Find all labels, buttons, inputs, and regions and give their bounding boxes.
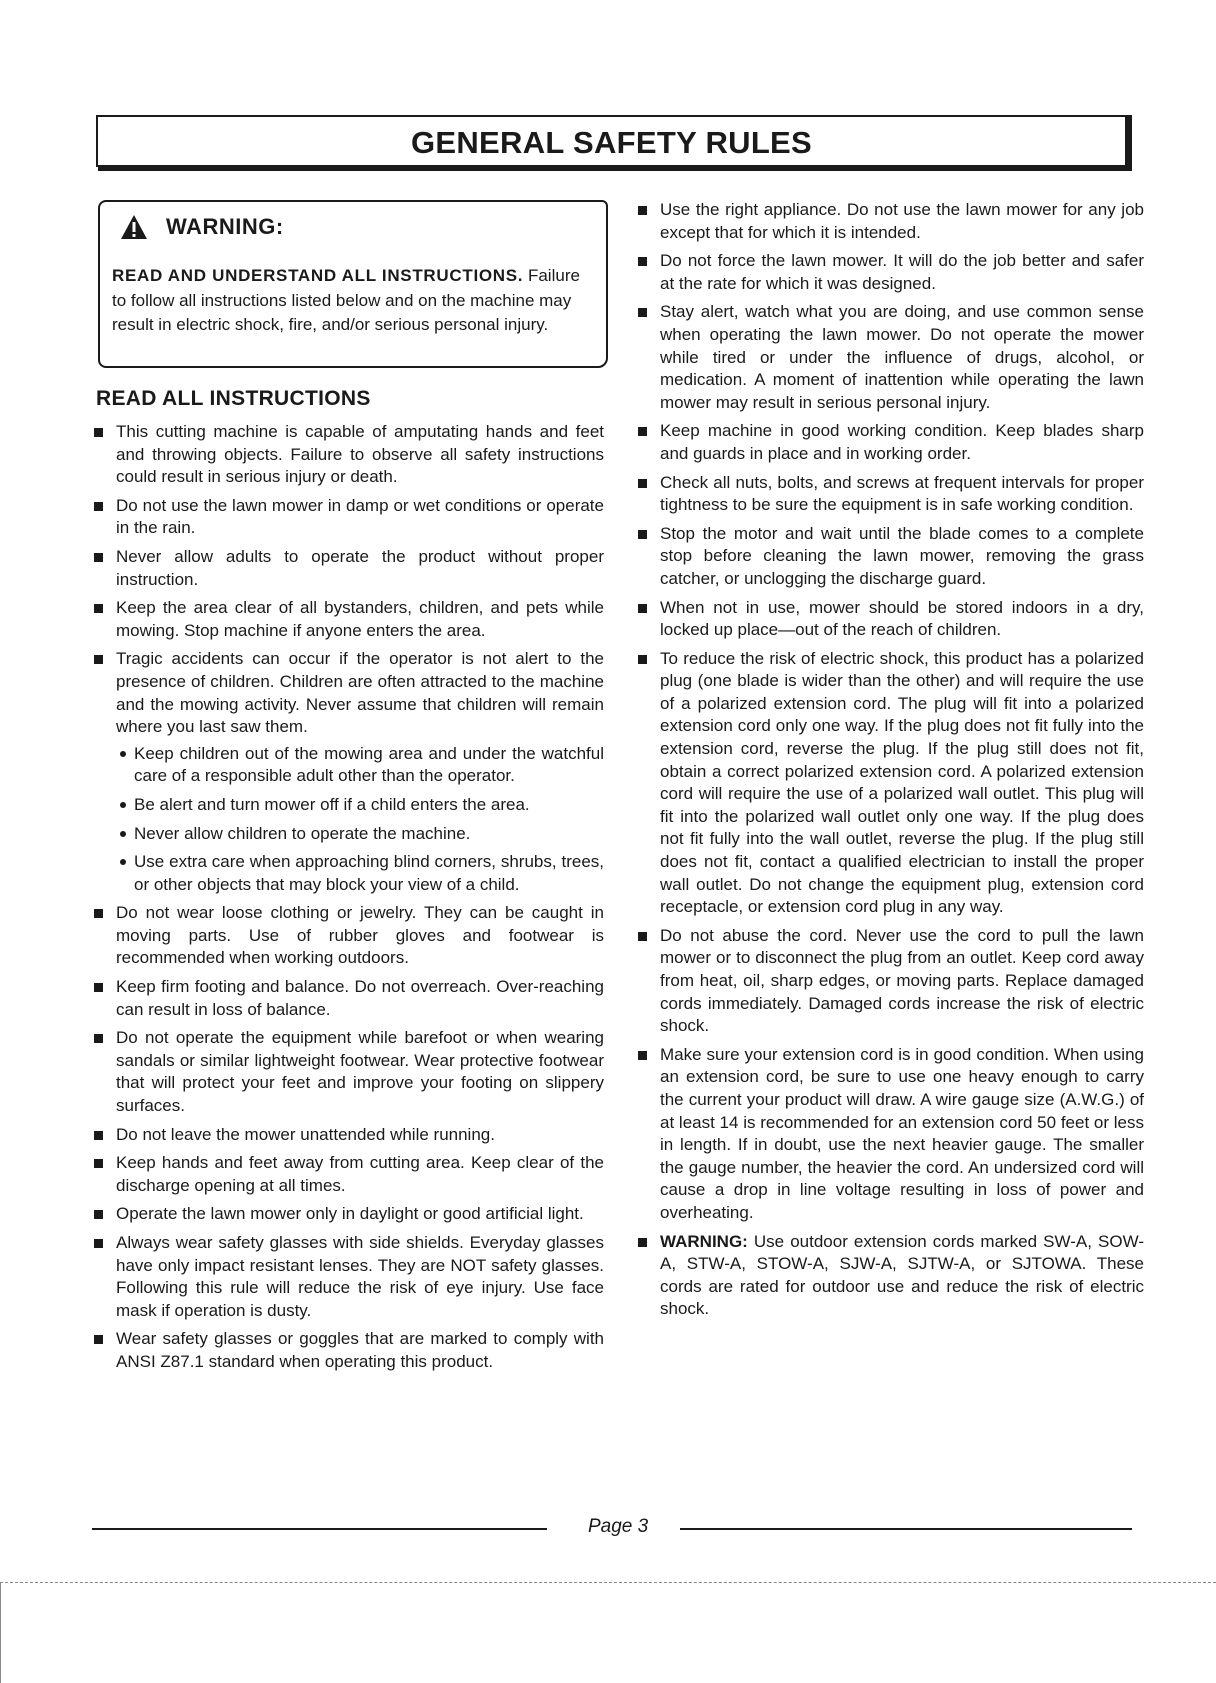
title-box (96, 115, 1132, 167)
bullet-icon (638, 257, 647, 266)
rule-text: Keep machine in good working condition. Keep blades sharp and guards in place and in working order. (660, 421, 1144, 463)
list-item (636, 925, 1144, 1038)
list-item (92, 976, 604, 1021)
scan-edge-vertical (0, 1582, 1, 1683)
bullet-icon (94, 1034, 103, 1043)
bullet-icon (94, 1210, 103, 1219)
rule-text: Do not operate the equipment while barefoot or when wearing sandals or similar lightweight footwear. Wear protective footwear that will protect your feet and improve your footing on slippery surfaces. (116, 1028, 604, 1116)
subrule-text: Be alert and turn mower off if a child enters the area. (134, 794, 530, 814)
sub-list-item (116, 794, 604, 817)
sub-list-item (116, 851, 604, 896)
footer-rule-left (92, 1528, 547, 1530)
warning-label: WARNING: (166, 214, 284, 239)
list-item (636, 472, 1144, 517)
list-item (636, 648, 1144, 919)
bullet-icon (94, 553, 103, 562)
list-item (92, 1152, 604, 1197)
sub-list-item (116, 823, 604, 846)
list-item (636, 301, 1144, 414)
list-item (92, 1232, 604, 1322)
list-item (92, 1203, 604, 1226)
bullet-icon (94, 604, 103, 613)
list-item (92, 1124, 604, 1147)
dot-icon (120, 831, 126, 837)
list-item (92, 902, 604, 970)
rule-text: Operate the lawn mower only in daylight or good artificial light. (116, 1204, 584, 1224)
list-item (92, 546, 604, 591)
rule-text: Tragic accidents can occur if the operator is not alert to the presence of children. Children are often attracted to the machine and the mowing activity. Never assume that children will remain where you last saw them. (116, 649, 604, 737)
list-item-final-warning (636, 1231, 1144, 1321)
bullet-icon (638, 530, 647, 539)
rule-text: Do not abuse the cord. Never use the cord to pull the lawn mower or to disconnect the plug from an outlet. Keep cord away from heat, oil, sharp edges, or moving parts. Replace damaged cords immediately. Damaged cords increase the risk of electric shock. (660, 925, 1144, 1036)
bullet-icon (638, 479, 647, 488)
page-title: GENERAL SAFETY RULES (410, 125, 813, 160)
dot-icon (120, 751, 126, 757)
warning-body (112, 264, 596, 338)
rule-text: Never allow adults to operate the product without proper instruction. (116, 546, 604, 589)
dot-icon (120, 859, 126, 865)
bullet-icon (638, 206, 647, 215)
warning-triangle-icon (120, 214, 148, 240)
warning-header (120, 214, 284, 240)
warning-box (98, 200, 608, 368)
bullet-icon (638, 427, 647, 436)
bullet-icon (638, 604, 647, 613)
rule-text: To reduce the risk of electric shock, this product has a polarized plug (one blade is wider than the other) and will require the use of a polarized extension cord. The plug will fit into a polarized extension cord only one way. If the plug does not fit fully into the extension cord, reverse the plug. If the plug still does not fit, obtain a correct polarized extension cord. A polarized extension cord will require the use of a polarized wall outlet. This plug will fit into the polarized wall outlet only one way. If the plug does not fit fully into the wall outlet, reverse the plug. If the plug still does not fit, contact a qualified electrician to install the proper wall outlet. Do not change the equipment plug, extension cord receptacle, or extension cord plug in any way. (660, 648, 1144, 917)
bullet-icon (638, 655, 647, 664)
bullet-icon (94, 1159, 103, 1168)
rule-text: Keep firm footing and balance. Do not overreach. Over-reaching can result in loss of balance. (116, 977, 604, 1019)
child-subrules-list (116, 743, 604, 897)
page-number: Page 3 (588, 1516, 649, 1537)
dot-icon (120, 802, 126, 808)
rule-text: Do not use the lawn mower in damp or wet conditions or operate in the rain. (116, 495, 604, 538)
rule-text: Stay alert, watch what you are doing, and use common sense when operating the lawn mower. Do not operate the mower while tired or under the influence of drugs, alcohol, or medication. A moment of inattention while operating the lawn mower may result in serious personal injury. (660, 302, 1144, 412)
list-item (92, 648, 604, 896)
list-item (92, 597, 604, 642)
scan-edge-line (0, 1582, 1216, 1583)
rule-text: Use the right appliance. Do not use the lawn mower for any job except that for which it is intended. (660, 200, 1144, 242)
bullet-icon (94, 1239, 103, 1248)
list-item (636, 597, 1144, 642)
rule-text: Stop the motor and wait until the blade comes to a complete stop before cleaning the lawn mower, removing the grass catcher, or unclogging the discharge guard. (660, 523, 1144, 588)
right-rules-list (636, 199, 1144, 1321)
left-column (92, 421, 604, 1380)
subrule-text: Keep children out of the mowing area and under the watchful care of a responsible adult other than the operator. (134, 743, 604, 786)
list-item (636, 199, 1144, 244)
bullet-icon (638, 1051, 647, 1060)
list-item (92, 421, 604, 489)
bullet-icon (94, 1131, 103, 1140)
title-underline (98, 165, 1132, 171)
list-item (92, 495, 604, 540)
rule-text: Keep hands and feet away from cutting area. Keep clear of the discharge opening at all times. (116, 1153, 604, 1195)
right-column (636, 199, 1144, 1327)
list-item (92, 1328, 604, 1373)
list-item (636, 523, 1144, 591)
rule-text: Do not force the lawn mower. It will do the job better and safer at the rate for which it was designed. (660, 251, 1144, 293)
warning-strong: READ AND UNDERSTAND ALL INSTRUCTIONS. (112, 266, 524, 285)
list-item (636, 1044, 1144, 1225)
rule-text: Wear safety glasses or goggles that are marked to comply with ANSI Z87.1 standard when operating this product. (116, 1329, 604, 1371)
bullet-icon (94, 1335, 103, 1344)
rule-text: Make sure your extension cord is in good condition. When using an extension cord, be sure to use one heavy enough to carry the current your product will draw. A wire gauge size (A.W.G.) of at least 14 is recommended for an extension cord 50 feet or less in length. If in doubt, use the next heavier gauge. The smaller the gauge number, the heavier the cord. An undersized cord will cause a drop in line voltage resulting in loss of power and overheating. (660, 1044, 1144, 1222)
final-warning-label: WARNING: (660, 1231, 748, 1251)
bullet-icon (94, 983, 103, 992)
final-warning-text: Use outdoor extension cords marked SW-A, SOW-A, STW-A, STOW-A, SJW-A, SJTW-A, or SJTOWA. These cords are rated for outdoor use and reduce the risk of electric shock. (660, 1231, 1144, 1319)
bullet-icon (94, 909, 103, 918)
list-item (92, 1027, 604, 1117)
rule-text: When not in use, mower should be stored indoors in a dry, locked up place—out of the reach of children. (660, 597, 1144, 640)
rule-text: Do not wear loose clothing or jewelry. They can be caught in moving parts. Use of rubber gloves and footwear is recommended when working outdoors. (116, 903, 604, 968)
bullet-icon (638, 1238, 647, 1247)
subrule-text: Never allow children to operate the machine. (134, 823, 471, 843)
rule-text: Always wear safety glasses with side shields. Everyday glasses have only impact resistant lenses. They are NOT safety glasses. Following this rule will reduce the risk of eye injury. Use face mask if operation is dusty. (116, 1233, 604, 1320)
bullet-icon (638, 932, 647, 941)
left-rules-list (92, 421, 604, 1374)
list-item (636, 420, 1144, 465)
rule-text: This cutting machine is capable of amputating hands and feet and throwing objects. Failure to observe all safety instructions could result in serious injury or death. (116, 422, 604, 487)
list-item (636, 250, 1144, 295)
footer-rule-right (680, 1528, 1132, 1530)
bullet-icon (94, 655, 103, 664)
sub-list-item (116, 743, 604, 788)
rule-text: Check all nuts, bolts, and screws at frequent intervals for proper tightness to be sure the equipment is in safe working condition. (660, 472, 1144, 515)
bullet-icon (94, 502, 103, 511)
section-heading: READ ALL INSTRUCTIONS (96, 387, 371, 410)
warning-text: Failure to follow all instructions listed below and on the machine may result in electric shock, fire, and/or serious personal injury. (112, 266, 580, 334)
subrule-text: Use extra care when approaching blind corners, shrubs, trees, or other objects that may block your view of a child. (134, 852, 604, 894)
bullet-icon (638, 308, 647, 317)
rule-text: Do not leave the mower unattended while running. (116, 1124, 495, 1144)
bullet-icon (94, 428, 103, 437)
rule-text: Keep the area clear of all bystanders, children, and pets while mowing. Stop machine if anyone enters the area. (116, 598, 604, 640)
